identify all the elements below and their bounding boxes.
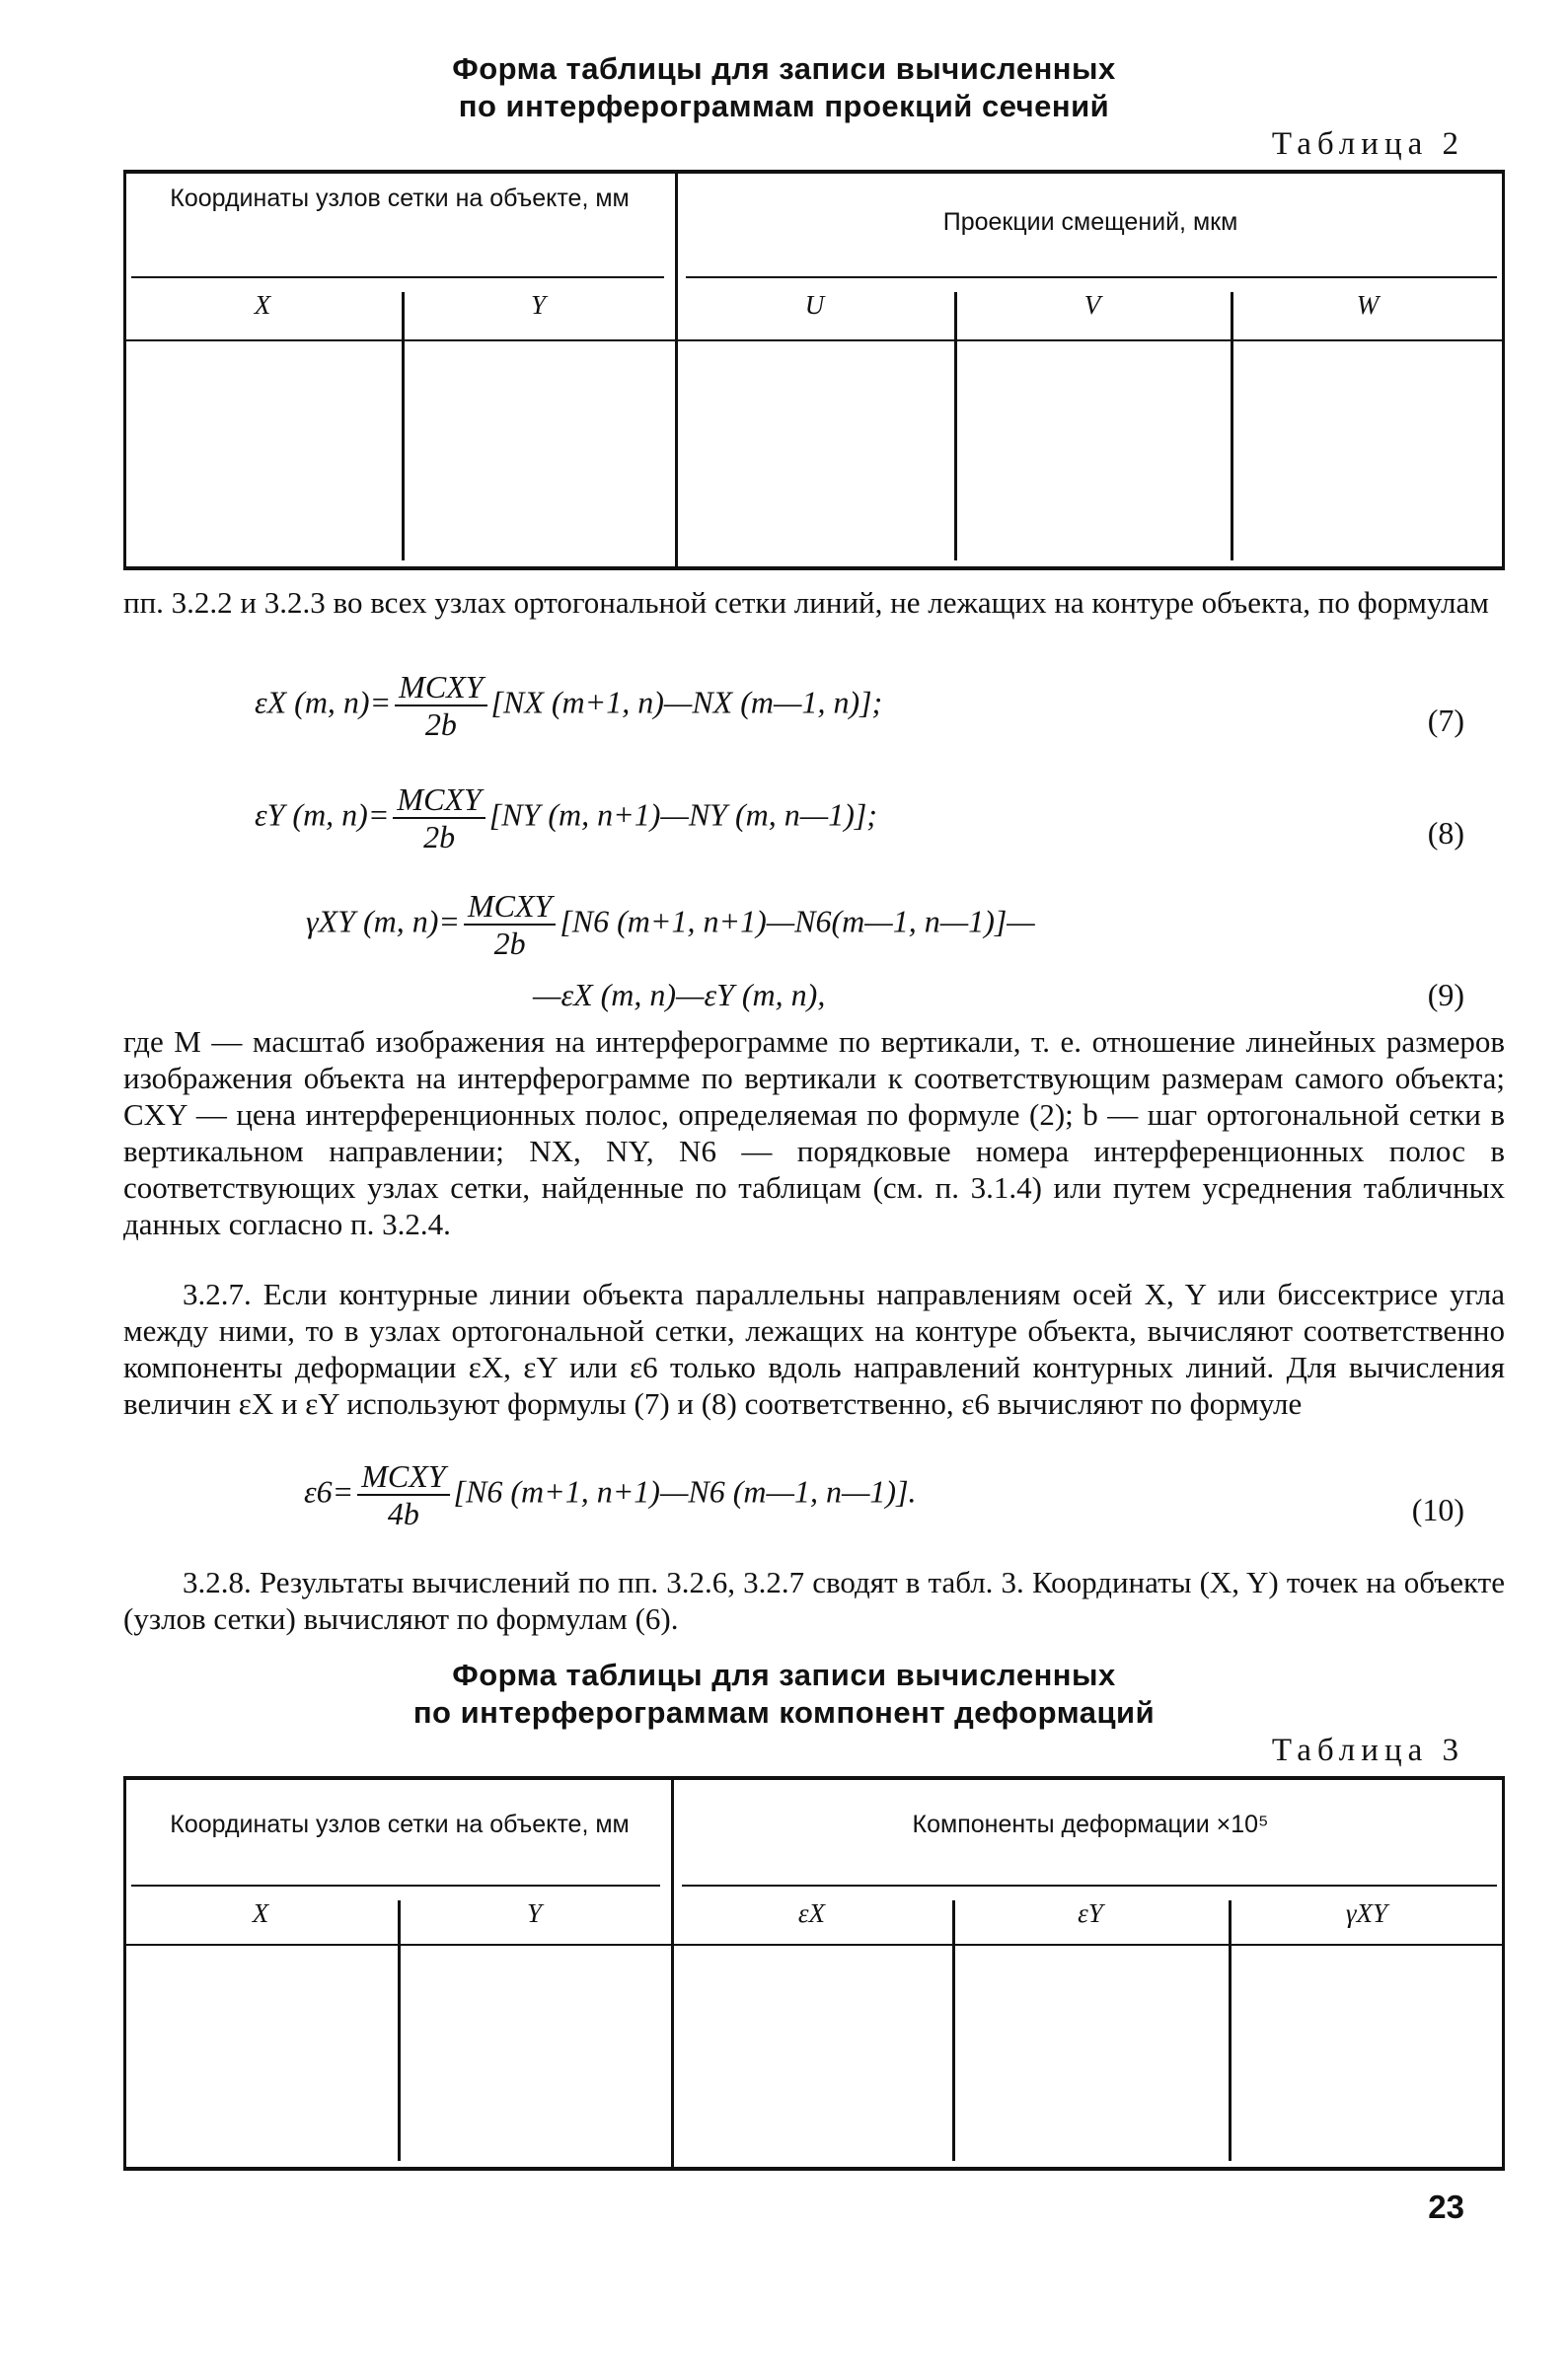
formula-9-number: (9) xyxy=(1427,977,1464,1012)
formula-10-rhs: [N6 (m+1, n+1)—N6 (m—1, n—1)]. xyxy=(453,1473,917,1510)
table3-title-line2: по интерферограммам компонент деформаций xyxy=(412,1695,1156,1730)
formula-7-number: (7) xyxy=(1427,703,1464,738)
table3-col-eps-y: εY xyxy=(1078,1898,1103,1928)
paragraph-3-2-8: 3.2.8. Результаты вычислений по пп. 3.2.6, 3.2.7 сводят в табл. 3. Координаты (X, Y) точек на объекте (узлов сетки) вычисляют по формулам (6). xyxy=(123,1565,1505,1636)
formula-9-numerator: MCXY xyxy=(464,888,556,926)
table3 xyxy=(123,1776,1505,2171)
table3-col-y: Y xyxy=(526,1898,543,1928)
table2-col-y: Y xyxy=(530,290,547,320)
formula-9-denominator: 2b xyxy=(493,926,526,961)
table3-col-gamma-xy: γXY xyxy=(1345,1898,1388,1928)
table2-group-coordinates: Координаты узлов сетки на объекте, мм xyxy=(170,185,630,212)
formula-8-numerator: MCXY xyxy=(393,781,485,819)
where-paragraph: где M — масштаб изображения на интерферограмме по вертикали, т. е. отношение линейных размеров изображения объекта на интерферограмме по вертикали к соответствующим размерам самого объекта; CXY — цена интерференционных полос, определяемая по формуле (2); b — шаг ортогональной сетки в вертикальном направлении; NX, NY, N6 — порядковые номера интерференционных полос в соответствующих узлах сетки, найденные по таблицам (см. п. 3.1.4) или путем усреднения табличных данных согласно п. 3.2.4. xyxy=(123,1024,1505,1241)
formula-10-number: (10) xyxy=(1411,1492,1464,1527)
formula-10-denominator: 4b xyxy=(387,1496,419,1531)
table3-title-line1: Форма таблицы для записи вычисленных xyxy=(452,1658,1116,1692)
formula-7-lhs: εX (m, n)= xyxy=(255,684,392,720)
table2 xyxy=(123,170,1505,570)
table2-group-displacements: Проекции смещений, мкм xyxy=(942,208,1238,236)
formula-8-rhs: [NY (m, n+1)—NY (m, n—1)]; xyxy=(488,796,877,833)
formula-8-denominator: 2b xyxy=(423,819,456,854)
paragraph-3-2-7: 3.2.7. Если контурные линии объекта параллельны направлениям осей X, Y или биссектрисе угла между ними, то в узлах ортогональной сетки, лежащих на контуре объекта, вычисляют соответственно компоненты деформации εX, εY или ε6 только вдоль направлений контурных линий. Для вычисления величин εX и εY используют формулы (7) и (8) соответственно, ε6 вычисляют по формуле xyxy=(123,1277,1505,1421)
table2-title-line1: Форма таблицы для записи вычисленных xyxy=(452,51,1116,86)
table2-label: Таблица 2 xyxy=(1271,126,1464,162)
formula-7-numerator: MCXY xyxy=(395,669,486,706)
formula-10-numerator: MCXY xyxy=(357,1458,449,1496)
intro-paragraph: пп. 3.2.2 и 3.2.3 во всех узлах ортогональной сетки линий, не лежащих на контуре объекта, по формулам xyxy=(123,585,1489,620)
table3-col-eps-x: εX xyxy=(797,1898,826,1928)
table3-col-x: X xyxy=(252,1898,269,1928)
formula-9-line2: —εX (m, n)—εY (m, n), xyxy=(533,977,826,1012)
table3-group-strain: Компоненты деформации ×10⁵ xyxy=(912,1811,1269,1838)
formula-7-denominator: 2b xyxy=(424,706,457,742)
page-number: 23 xyxy=(1428,2189,1464,2225)
table2-col-u: U xyxy=(804,290,825,320)
formula-8-number: (8) xyxy=(1427,815,1464,851)
table2-title-line2: по интерферограммам проекций сечений xyxy=(458,89,1110,123)
table3-label: Таблица 3 xyxy=(1271,1733,1464,1768)
formula-8 xyxy=(255,781,877,854)
table3-group-coordinates: Координаты узлов сетки на объекте, мм xyxy=(170,1811,630,1838)
table2-col-v: V xyxy=(1083,290,1101,320)
table2-col-w: W xyxy=(1356,290,1380,320)
formula-9-lhs: γXY (m, n)= xyxy=(306,903,460,939)
formula-9 xyxy=(306,888,1035,961)
formula-7-rhs: [NX (m+1, n)—NX (m—1, n)]; xyxy=(490,684,883,720)
formula-9-rhs: [N6 (m+1, n+1)—N6(m—1, n—1)]— xyxy=(560,903,1035,939)
formula-10 xyxy=(304,1458,917,1531)
formula-8-lhs: εY (m, n)= xyxy=(255,796,390,833)
table2-col-x: X xyxy=(254,290,271,320)
formula-7 xyxy=(255,669,882,742)
formula-10-lhs: ε6= xyxy=(304,1473,354,1510)
